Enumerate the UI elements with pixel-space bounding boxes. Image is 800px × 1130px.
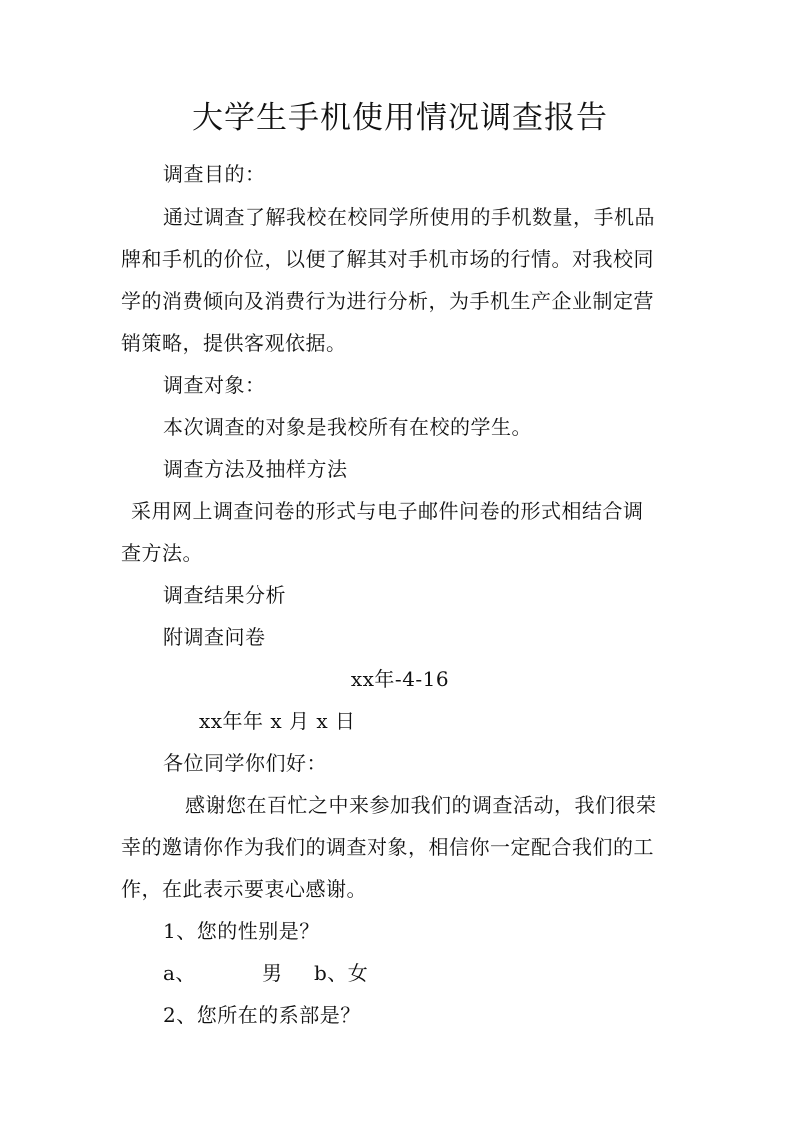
greeting: 各位同学你们好： — [163, 751, 327, 775]
appendix-heading: 附调查问卷 — [163, 625, 266, 649]
question-1-option-a-label: a、 — [163, 961, 196, 985]
question-1: 1、您的性别是？ — [163, 919, 320, 943]
date-line-2: xx年年 x 月 x 日 — [199, 709, 356, 733]
thanks-line-2: 幸的邀请你作为我们的调查对象，相信你一定配合我们的工 — [121, 835, 654, 859]
question-1-option-a-value: 男 — [262, 961, 283, 985]
document-title: 大学生手机使用情况调查报告 — [192, 100, 608, 136]
purpose-line-3: 学的消费倾向及消费行为进行分析，为手机生产企业制定营 — [121, 289, 654, 313]
date-line: xx年-4-16 — [350, 667, 450, 691]
question-2: 2、您所在的系部是？ — [163, 1003, 361, 1027]
object-text: 本次调查的对象是我校所有在校的学生。 — [163, 415, 532, 439]
question-1-option-b: b、女 — [314, 961, 369, 985]
result-heading: 调查结果分析 — [163, 583, 286, 607]
purpose-line-2: 牌和手机的价位，以便了解其对手机市场的行情。对我校同 — [121, 247, 654, 271]
thanks-line-1: 感谢您在百忙之中来参加我们的调查活动，我们很荣 — [185, 793, 657, 817]
object-heading: 调查对象： — [163, 373, 266, 397]
purpose-line-4: 销策略，提供客观依据。 — [121, 331, 347, 355]
purpose-line-1: 通过调查了解我校在校同学所使用的手机数量，手机品 — [163, 205, 655, 229]
method-line-2: 查方法。 — [121, 541, 203, 565]
purpose-heading: 调查目的： — [163, 162, 266, 186]
method-line-1: 采用网上调查问卷的形式与电子邮件问卷的形式相结合调 — [131, 499, 644, 523]
method-heading: 调查方法及抽样方法 — [163, 457, 348, 481]
thanks-line-3: 作，在此表示要衷心感谢。 — [121, 877, 367, 901]
